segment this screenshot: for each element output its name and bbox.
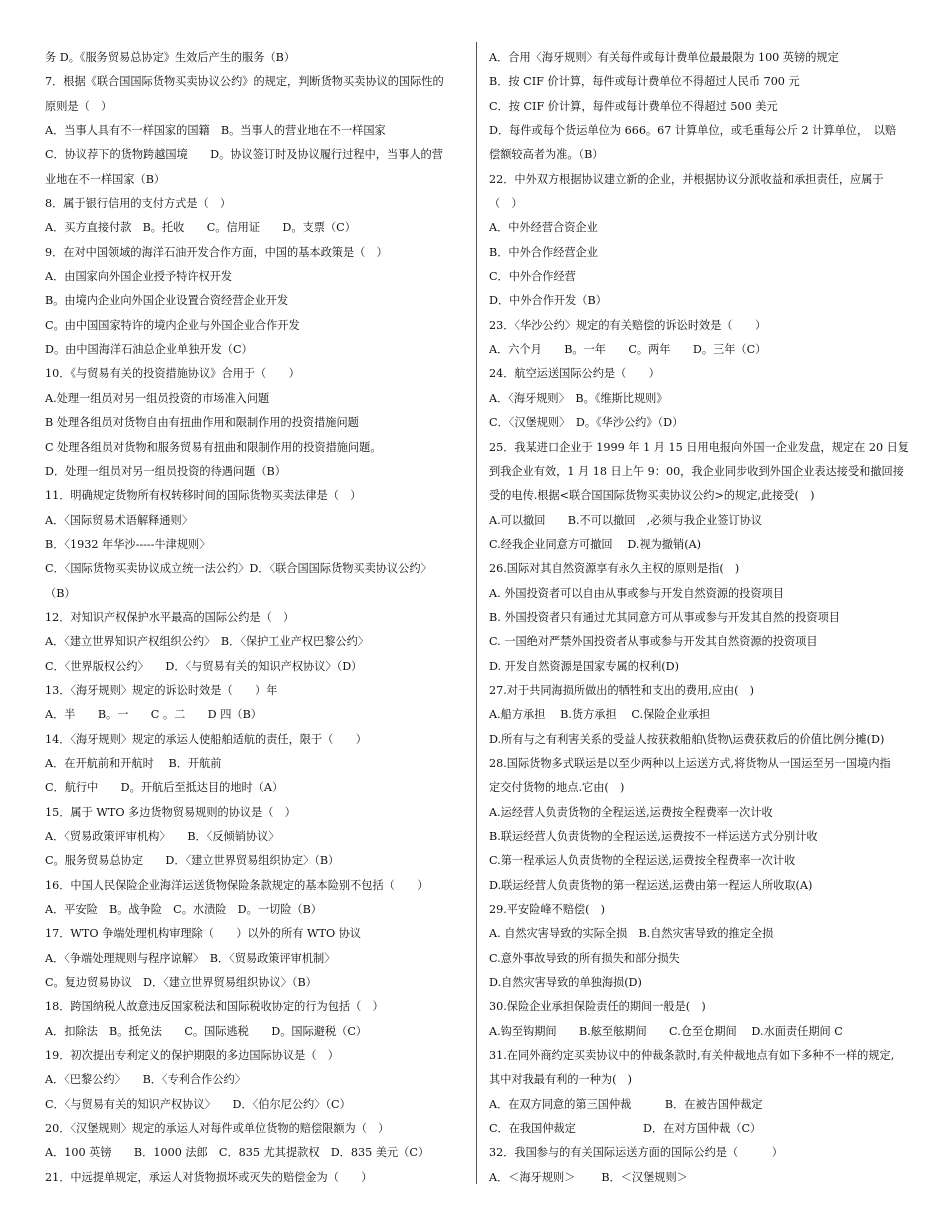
text-line: A．〈贸易政策评审机构〉 B．〈反倾销协议〉 — [45, 830, 280, 843]
text-line: 19．初次提出专利定义的保护期限的多边国际协议是（ ） — [45, 1049, 339, 1063]
text-line: 11．明确规定货物所有权转移时间的国际货物买卖法律是（ ） — [45, 489, 362, 503]
text-line: 28.国际货物多式联运是以至少两种以上运送方式,将货物从一国运至另一国境内指 — [489, 756, 891, 770]
text-line: 原则是（ ） — [45, 99, 113, 113]
text-line: 定交付货物的地点.它由( ) — [489, 781, 625, 795]
text-line: B。由境内企业向外国企业设置合资经营企业开发 — [45, 294, 289, 308]
text-line: A.钩至钩期间 B.舷至舷期间 C.仓至仓期间 D.水面责任期间 C — [489, 1024, 843, 1038]
text-line: C 处理各组员对货物和服务贸易有扭曲和限制作用的投资措施问题。 — [45, 440, 382, 454]
text-line: C．按 CIF 价计算，每件或每计费单位不得超过 500 美元 — [489, 99, 778, 113]
text-line: 32．我国参与的有关国际运送方面的国际公约是（ ） — [489, 1146, 783, 1160]
text-line: A．合用〈海牙规则〉有关每件或每计费单位最最限为 100 英镑的规定 — [489, 51, 839, 64]
text-line: A.运经营人负责货物的全程运送,运费按全程费率一次计收 — [489, 805, 773, 819]
text-line: 9．在对中国领域的海洋石油开发合作方面，中国的基本政策是（ ） — [45, 245, 388, 259]
text-line: D．处理一组员对另一组员投资的待遇问题（B） — [45, 464, 286, 478]
text-line: A．〈巴黎公约〉 B．〈专利合作公约〉 — [45, 1073, 246, 1087]
text-line: C．〈世界版权公约〉 D．〈与贸易有关的知识产权协议〉（D） — [45, 659, 363, 673]
text-line: 7．根据《联合国国际货物买卖协议公约》的规定，判断货物买卖协议的国际性的 — [45, 75, 444, 89]
right-column — [489, 46, 911, 1190]
left-column — [45, 46, 465, 1190]
text-line: 偿额较高者为准。（B） — [489, 148, 604, 162]
text-line: 其中对我最有利的一种为( ) — [489, 1073, 632, 1087]
text-line: 25．我某进口企业于 1999 年 1 月 15 日用电报向外国一企业发盘，规定在 20 日复 — [489, 440, 909, 454]
text-line: C．航行中 D。开航后至抵达目的地时（A） — [45, 781, 284, 795]
text-line: A. 外国投资者可以自由从事或参与开发自然资源的投资项目 — [489, 586, 784, 600]
text-line: 18．跨国纳税人故意违反国家税法和国际税收协定的行为包括（ ） — [45, 1000, 384, 1014]
text-line: A．买方直接付款 B。托收 C。信用证 D。支票（C） — [45, 221, 356, 235]
text-line: 24．航空运送国际公约是（ ） — [489, 367, 660, 381]
text-line: B. 外国投资者只有通过尤其同意方可从事或参与开发其自然的投资项目 — [489, 610, 840, 624]
text-line: 21．中远提单规定，承运人对货物损坏或灭失的赔偿金为（ ） — [45, 1170, 373, 1184]
text-line: 31.在同外商约定买卖协议中的仲裁条款时,有关仲裁地点有如下多种不一样的规定, — [489, 1049, 895, 1063]
text-line: 30.保险企业承担保险责任的期间一般是( ) — [489, 1000, 706, 1014]
text-line: A．半 B。一 C 。二 D 四（B） — [45, 708, 262, 722]
column-divider — [476, 42, 477, 1184]
text-line: C．〈汉堡规则〉 D。《华沙公约》（D） — [489, 416, 684, 430]
text-line: D.联运经营人负责货物的第一程运送,运费由第一程运人所收取(A) — [489, 878, 813, 892]
text-line: C．协议荐下的货物跨越国境 D。协议签订时及协议履行过程中，当事人的营 — [45, 148, 443, 162]
text-line: 23．〈华沙公约〉规定的有关赔偿的诉讼时效是（ ） — [489, 318, 767, 332]
text-line: C．〈与贸易有关的知识产权协议〉 D．〈伯尔尼公约〉（C） — [45, 1097, 351, 1111]
text-line: A.船方承担 B.货方承担 C.保险企业承担 — [489, 708, 711, 722]
text-line: A.处理一组员对另一组员投资的市场准入问题 — [45, 391, 270, 405]
text-line: A．当事人具有不一样国家的国籍 B。当事人的营业地在不一样国家 — [45, 124, 386, 138]
text-line: C. 一国绝对严禁外国投资者从事或参与开发其自然资源的投资项目 — [489, 635, 818, 649]
text-line: B．按 CIF 价计算，每件或每计费单位不得超过人民币 700 元 — [489, 75, 800, 89]
text-line: A．在双方同意的第三国仲裁 B．在被告国仲裁定 — [489, 1097, 763, 1111]
text-line: A．100 英镑 B．1000 法郎 C．835 尤其提款权 D．835 美元（C） — [45, 1146, 430, 1160]
text-line: A．扣除法 B。抵免法 C。国际逃税 D。国际避税（C） — [45, 1024, 368, 1038]
text-line: D。由中国海洋石油总企业单独开发（C） — [45, 343, 253, 357]
text-line: 受的电传.根据<联合国国际货物买卖协议公约>的规定,此接受( ) — [489, 489, 815, 503]
text-line: 业地在不一样国家（B） — [45, 172, 166, 186]
text-line: 到我企业有效，1 月 18 日上午 9：00，我企业同步收到外国企业表达接受和撤回接 — [489, 464, 904, 478]
text-line: D.自然灾害导致的单独海损(D) — [489, 976, 642, 990]
text-line: 20．〈汉堡规则〉规定的承运人对每件或单位货物的赔偿限额为（ ） — [45, 1122, 390, 1136]
text-line: C．〈国际货物买卖协议成立统一法公约〉D．〈联合国国际货物买卖协议公约〉 — [45, 562, 432, 576]
text-line: 27.对于共同海损所做出的牺牲和支出的费用,应由( ) — [489, 683, 755, 697]
text-line: A.可以撤回 B.不可以撤回 ,必须与我企业签订协议 — [489, 513, 763, 527]
text-line: 14．〈海牙规则〉规定的承运人使船舶适航的责任，限于（ ） — [45, 732, 367, 746]
text-line: A．〈国际贸易术语解释通则〉 — [45, 513, 193, 527]
text-line: A．〈争端处理规则与程序谅解〉 B．〈贸易政策评审机制〉 — [45, 951, 336, 965]
text-line: 12．对知识产权保护水平最高的国际公约是（ ） — [45, 610, 295, 624]
text-line: 13．〈海牙规则〉规定的诉讼时效是（ ）年 — [45, 683, 278, 697]
text-line: 8．属于银行信用的支付方式是（ ） — [45, 197, 232, 211]
text-line: B 处理各组员对货物自由有扭曲作用和限制作用的投资措施问题 — [45, 416, 359, 430]
text-line: C.经我企业同意方可撤回 D.视为撤销(A) — [489, 537, 702, 551]
text-line: A．＜海牙规则＞ B．＜汉堡规则＞ — [489, 1170, 688, 1184]
text-line: C。由中国国家特许的境内企业与外国企业合作开发 — [45, 318, 300, 332]
text-line: A．六个月 B。一年 C。两年 D。三年（C） — [489, 343, 767, 357]
text-line: C.意外事故导致的所有损失和部分损失 — [489, 951, 680, 965]
text-line: B．〈1932 年华沙-----牛津规则〉 — [45, 537, 211, 551]
text-line: B.联运经营人负责货物的全程运送,运费按不一样运送方式分别计收 — [489, 830, 818, 843]
text-line: 22．中外双方根据协议建立新的企业，并根据协议分派收益和承担责任，应属于 — [489, 172, 884, 186]
text-line: C.第一程承运人负责货物的全程运送,运费按全程费率一次计收 — [489, 854, 796, 868]
text-line: （ ） — [489, 197, 523, 211]
text-line: A．〈海牙规则〉 B。《维斯比规则》 — [489, 391, 668, 405]
text-line: 16．中国人民保险企业海洋运送货物保险条款规定的基本险别不包括（ ） — [45, 878, 429, 892]
text-line: D. 开发自然资源是国家专属的权利(D) — [489, 659, 680, 673]
text-line: A．〈建立世界知识产权组织公约〉 B．〈保护工业产权巴黎公约〉 — [45, 635, 369, 649]
text-line: C．在我国仲裁定 D．在对方国仲裁（C） — [489, 1122, 762, 1136]
text-line: 26.国际对其自然资源享有永久主权的原则是指( ) — [489, 562, 740, 576]
text-line: 15．属于 WTO 多边货物贸易规则的协议是（ ） — [45, 805, 296, 819]
text-line: C。复边贸易协议 D．〈建立世界贸易组织协议〉（B） — [45, 976, 317, 990]
text-line: A. 自然灾害导致的实际全损 B.自然灾害导致的推定全损 — [489, 927, 774, 941]
text-line: 17．WTO 争端处理机构审理除（ ）以外的所有 WTO 协议 — [45, 927, 362, 941]
text-line: C。服务贸易总协定 D．〈建立世界贸易组织协定〉（B） — [45, 854, 340, 868]
text-line: B．中外合作经营企业 — [489, 245, 598, 259]
text-line: C．中外合作经营 — [489, 270, 576, 284]
text-line: A．在开航前和开航时 B．开航前 — [45, 756, 222, 770]
text-line: 务 D。《服务贸易总协定》生效后产生的服务（B） — [45, 51, 296, 64]
text-line: 10．《与贸易有关的投资措施协议》合用于（ ） — [45, 367, 300, 381]
text-line: A．平安险 B。战争险 C。水渍险 D。一切险（B） — [45, 903, 322, 917]
text-line: 29.平安险峰不赔偿( ) — [489, 903, 606, 917]
text-line: D．每件或每个货运单位为 666。67 计算单位，或毛重每公斤 2 计算单位， 以赔 — [489, 124, 897, 138]
text-line: D.所有与之有利害关系的受益人按获救船舶\货物\运费获救后的价值比例分摊(D) — [489, 732, 885, 746]
text-line: A．由国家向外国企业授予特许权开发 — [45, 270, 233, 284]
text-line: （B） — [45, 586, 76, 600]
text-line: D．中外合作开发（B） — [489, 294, 607, 308]
text-line: A．中外经营合资企业 — [489, 221, 598, 235]
